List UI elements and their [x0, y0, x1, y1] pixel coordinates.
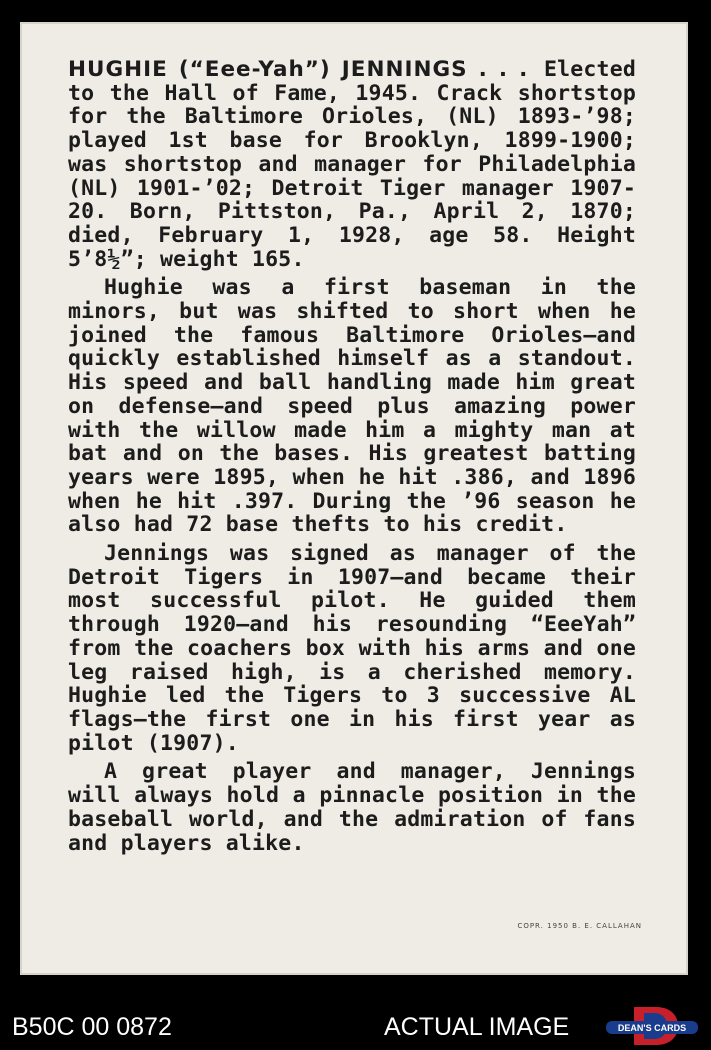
- bio-paragraph-1: Hughie was a first baseman in the minors, but was shifted to short when he joined the famous Baltimore Orioles—and quickly established himself as a standout. His speed and ball handling made him great on defense—and speed plus amazing power with the willow made him a mighty man at bat and on the bases. His greatest batting years were 1895, when he hit .386, and 1896 when he hit .397. During the ’96 season he also had 72 base thefts to his credit.: [68, 275, 636, 538]
- player-heading: HUGHIE (“Eee-Yah”) JENNINGS . . .: [68, 57, 529, 82]
- bio-paragraph-3: A great player and manager, Jennings will always hold a pinnacle position in the baseball world, and the admiration of fans and players alike.: [68, 759, 636, 856]
- actual-image-label: ACTUAL IMAGE: [384, 1013, 570, 1041]
- intro-text: Elected to the Hall of Fame, 1945. Crack shortstop for the Baltimore Orioles, (NL) 1893-’98; played 1st base for Brooklyn, 1899-1900; was shortstop and manager for Philadelphia (NL) 1901-’02; Detroit Tiger manager 1907-20. Born, Pittston, Pa., April 2, 1870; died, February 1, 1928, age 58. Height 5’8½”; weight 165.: [68, 57, 636, 272]
- bio-paragraph-2: Jennings was signed as manager of the Detroit Tigers in 1907—and became their most successful pilot. He guided them through 1920—and his resounding “EeeYah” from the coachers box with his arms and one leg raised high, is a cherished memory. Hughie led the Tigers to 3 successive AL flags—the first one in his first year as pilot (1907).: [68, 541, 636, 756]
- intro-paragraph: [68, 58, 636, 271]
- card-back: [20, 22, 688, 975]
- logo-text: DEAN'S CARDS: [617, 1023, 687, 1033]
- cert-number: B50C 00 0872: [12, 1013, 172, 1041]
- card-text-block: [68, 58, 636, 860]
- copyright-notice: COPR. 1950 B. E. CALLAHAN: [517, 922, 642, 930]
- footer-bar: [0, 1005, 711, 1050]
- deans-cards-logo-icon: [604, 1005, 700, 1047]
